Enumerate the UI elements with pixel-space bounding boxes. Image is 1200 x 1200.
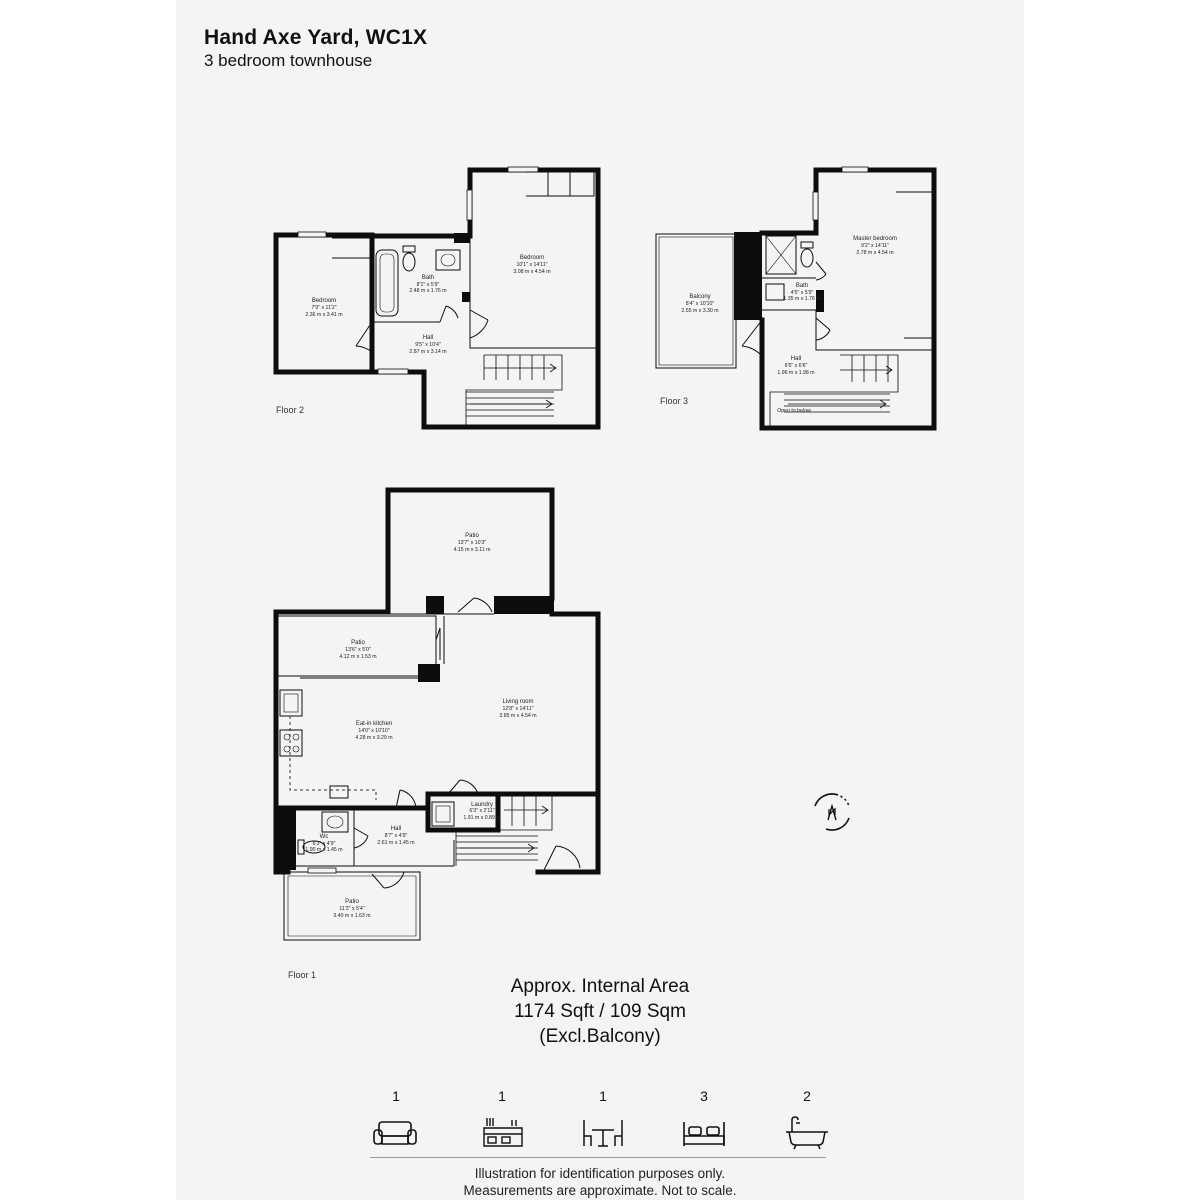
floor-2-plan	[276, 167, 598, 427]
kitchen-icon	[478, 1112, 528, 1152]
floor-label: Floor 3	[660, 396, 689, 406]
dining-count: 1	[599, 1088, 607, 1104]
room-dim-metric: 2.87 m x 3.14 m	[409, 349, 447, 355]
footer-divider	[370, 1157, 826, 1158]
room-name: Bedroom	[311, 298, 337, 304]
room-dim-imperial: 10'1" x 14'11"	[516, 262, 548, 268]
room-dim-metric: 3.40 m x 1.63 m	[333, 913, 371, 919]
room-dim-metric: 4.28 m x 3.29 m	[355, 735, 393, 741]
room-name: Hall	[422, 335, 434, 341]
room-dim-imperial: 9'2" x 14'11"	[860, 243, 890, 249]
room-dim-imperial: 8'7" x 4'9"	[384, 833, 408, 839]
room-dim-metric: 2.55 m x 3.30 m	[681, 308, 719, 314]
floor-label: Floor 2	[276, 405, 305, 415]
room-dim-imperial: 13'6" x 5'0"	[345, 647, 371, 653]
room-dim-metric: 3.08 m x 4.54 m	[513, 269, 551, 275]
room-dim-metric: 1.90 m x 1.45 m	[305, 847, 343, 853]
room-dim-imperial: 6'3" x 2'11"	[469, 808, 495, 814]
room-dim-imperial: 8'4" x 10'10"	[685, 301, 715, 307]
room-dim-metric: 4.15 m x 3.11 m	[453, 547, 491, 553]
room-name: Patio	[351, 640, 365, 646]
room-dim-metric: 2.61 m x 1.45 m	[377, 840, 415, 846]
sofa-count: 1	[392, 1088, 400, 1104]
room-name: Master bedroom	[853, 236, 897, 242]
room-dim-metric: 3.85 m x 4.54 m	[499, 713, 537, 719]
area-value: 1174 Sqft / 109 Sqm	[514, 1001, 686, 1022]
property-title: Hand Axe Yard, WC1X	[204, 26, 428, 49]
room-name: Wc	[319, 834, 329, 840]
room-name: Bath	[421, 275, 435, 281]
room-name: Hall	[790, 356, 802, 362]
room-dim-metric: 4.12 m x 1.53 m	[339, 654, 377, 660]
room-name: Bedroom	[519, 255, 545, 261]
bathtub-icon	[782, 1112, 832, 1152]
room-dim-imperial: 11'2" x 5'4"	[339, 906, 365, 912]
room-dim-imperial: 4'5" x 5'9"	[790, 290, 814, 296]
bath-count: 2	[803, 1088, 811, 1104]
area-note: (Excl.Balcony)	[539, 1026, 661, 1047]
disclaimer-line-1: Illustration for identification purposes only.	[474, 1166, 726, 1181]
room-name: Eat-in kitchen	[355, 721, 393, 727]
room-name: Balcony	[689, 294, 711, 300]
floor-label: Floor 1	[288, 970, 317, 980]
dining-table-icon	[578, 1112, 628, 1152]
room-dim-metric: 1.96 m x 1.98 m	[777, 370, 815, 376]
room-dim-imperial: 7'9" x 11'2"	[311, 305, 337, 311]
property-subtitle: 3 bedroom townhouse	[204, 51, 373, 70]
room-dim-metric: 1.91 m x 0.89 m	[463, 815, 501, 821]
room-dim-imperial: 8'1" x 5'9"	[416, 282, 440, 288]
room-name: Hall	[390, 826, 402, 832]
room-name: Living room	[502, 699, 534, 705]
room-name: Patio	[345, 899, 359, 905]
bed-count: 3	[700, 1088, 708, 1104]
room-dim-imperial: 14'0" x 10'10"	[358, 728, 390, 734]
room-dim-imperial: 9'5" x 10'4"	[415, 342, 441, 348]
open-to-below-note: Open to below	[777, 408, 811, 414]
floor-1-plan	[276, 490, 598, 980]
room-name: Laundry	[471, 802, 493, 808]
sofa-icon	[370, 1112, 420, 1152]
room-name: Patio	[465, 533, 479, 539]
room-dim-imperial: 6'3" x 4'9"	[312, 841, 336, 847]
compass-icon	[815, 794, 849, 830]
kitchen-count: 1	[498, 1088, 506, 1104]
room-dim-metric: 1.35 m x 1.76 m	[783, 296, 821, 302]
room-dim-metric: 2.36 m x 3.41 m	[305, 312, 343, 318]
room-dim-metric: 2.78 m x 4.54 m	[856, 250, 894, 256]
room-dim-imperial: 13'7" x 10'3"	[457, 540, 487, 546]
area-heading: Approx. Internal Area	[510, 976, 690, 997]
bed-icon	[679, 1112, 729, 1152]
floor-3-plan	[656, 167, 934, 428]
disclaimer-line-2: Measurements are approximate. Not to scale.	[463, 1183, 737, 1198]
room-dim-metric: 2.48 m x 1.76 m	[409, 288, 447, 294]
room-name: Bath	[795, 283, 809, 289]
room-dim-imperial: 12'8" x 14'11"	[502, 706, 534, 712]
room-dim-imperial: 6'5" x 6'6"	[784, 363, 808, 369]
